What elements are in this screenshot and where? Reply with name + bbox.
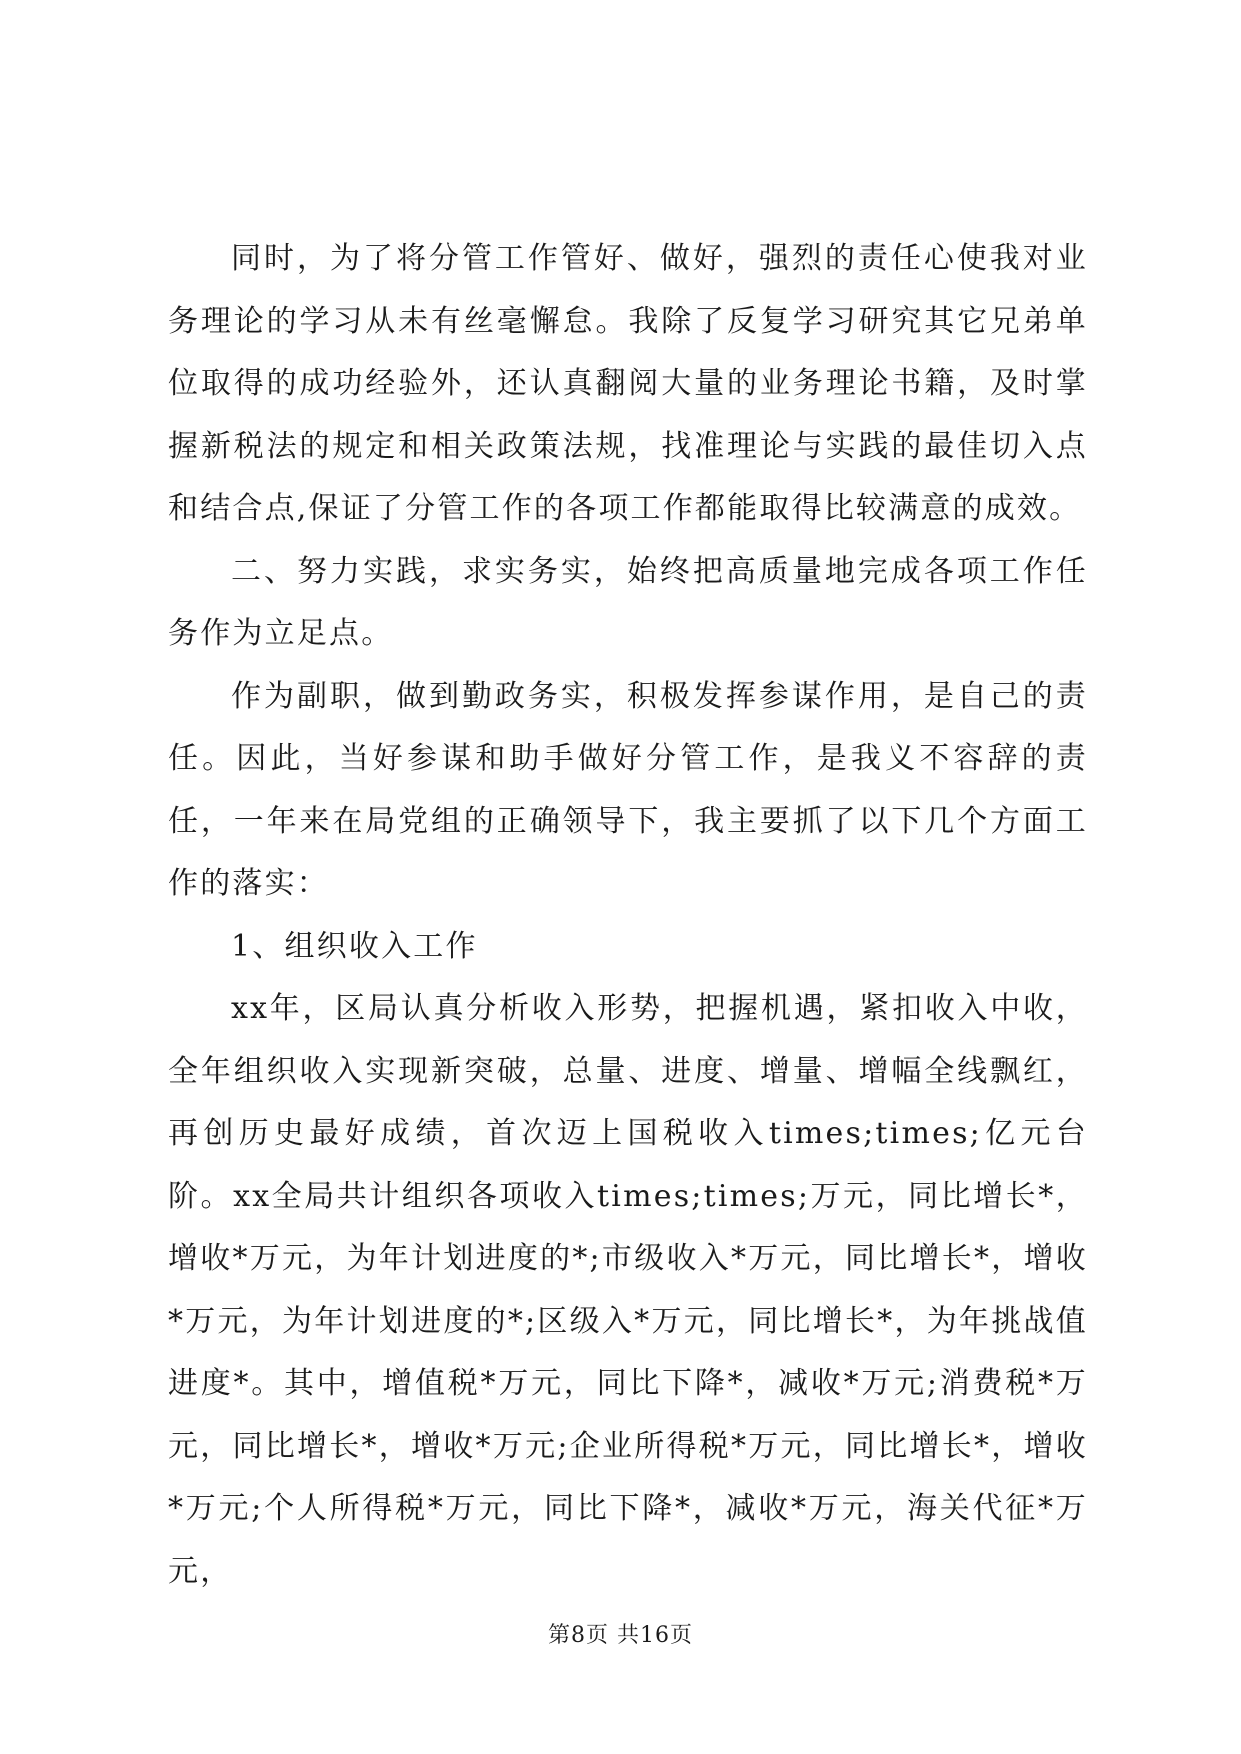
paragraph-section-heading: 二、努力实践，求实务实，始终把高质量地完成各项工作任务作为立足点。 xyxy=(168,553,1088,651)
paragraph-deputy-role: 作为副职，做到勤政务实，积极发挥参谋作用，是自己的责任。因此，当好参谋和助手做好分管工作，是我义不容辞的责任，一年来在局党组的正确领导下，我主要抓了以下几个方面工作的落实： xyxy=(168,678,1088,901)
paragraph-item-heading: 1、组织收入工作 xyxy=(231,928,478,964)
paragraph-study: 同时，为了将分管工作管好、做好，强烈的责任心使我对业务理论的学习从未有丝毫懈怠。我除了反复学习研究其它兄弟单位取得的成功经验外，还认真翻阅大量的业务理论书籍，及时掌握新税法的规定和相关政策法规，找准理论与实践的最佳切入点和结合点,保证了分管工作的各项工作都能取得比较满意的成效。 xyxy=(168,241,1088,526)
document-body xyxy=(168,228,1088,1603)
paragraph-revenue: xx年，区局认真分析收入形势，把握机遇，紧扣收入中收，全年组织收入实现新突破，总量、进度、增量、增幅全线飘红，再创历史最好成绩，首次迈上国税收入times;times;亿元台阶。xx全局共计组织各项收入times;times;万元，同比增长*，增收*万元，为年计划进度的*;市级收入*万元，同比增长*，增收*万元，为年计划进度的*;区级入*万元，同比增长*，为年挑战值进度*。其中，增值税*万元，同比下降*，减收*万元;消费税*万元，同比增长*，增收*万元;企业所得税*万元，同比增长*，增收*万元;个人所得税*万元，同比下降*，减收*万元，海关代征*万元， xyxy=(168,991,1088,1589)
page-footer: 第8页 共16页 xyxy=(548,1623,693,1648)
